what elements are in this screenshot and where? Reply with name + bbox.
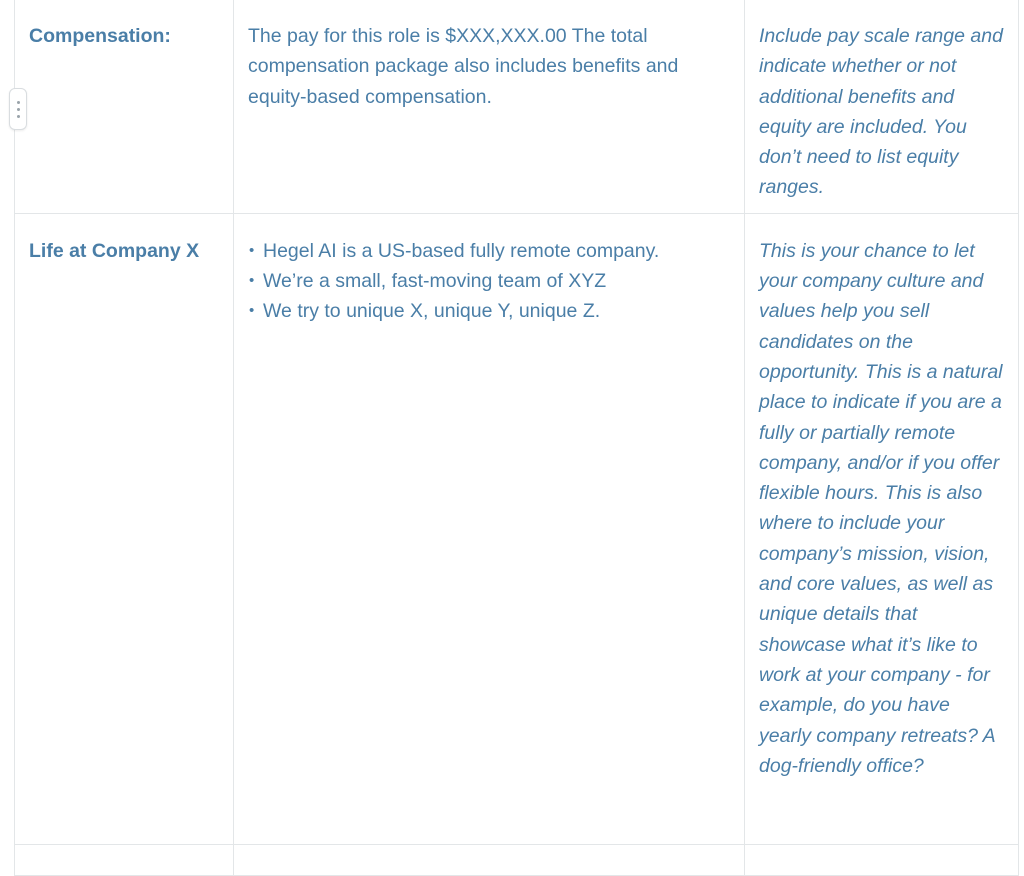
template-table	[14, 0, 1019, 876]
row-label-cell[interactable]	[15, 844, 234, 875]
row-guidance-text: Include pay scale range and indicate whether or not additional benefits and equity are included. You don’t need to list equity ranges.	[759, 25, 1003, 199]
list-item-text: We try to unique X, unique Y, unique Z.	[263, 300, 601, 323]
row-label-cell[interactable]	[15, 213, 234, 844]
drag-dot	[17, 108, 20, 111]
list-item-text: We’re a small, fast-moving team of XYZ	[263, 270, 607, 293]
drag-dot	[17, 101, 20, 104]
list-item	[248, 236, 730, 266]
table-row-compensation	[15, 0, 1019, 213]
bullet-icon: •	[249, 241, 255, 259]
list-item	[248, 266, 730, 296]
bullet-icon: •	[249, 272, 255, 290]
bullet-list	[248, 236, 730, 327]
row-guidance-cell[interactable]	[745, 844, 1019, 875]
row-label-cell[interactable]	[15, 0, 234, 213]
job-description-table	[14, 0, 1018, 876]
row-guidance-cell[interactable]	[745, 213, 1019, 844]
list-item	[248, 296, 730, 326]
row-content-cell[interactable]	[234, 844, 745, 875]
row-guidance-text: This is your chance to let your company culture and values help you sell candidates on the opportunity. This is a natural place to indicate if you are a fully or partially remote company, and/or if you offer flexible hours. This is also where to include your company’s mission, vision, and core values, as well as unique details that showcase what it’s like to work at your company - for example, do you have yearly company retreats? A dog-friendly office?	[759, 239, 1003, 777]
table-row-next	[15, 844, 1019, 875]
row-content-text: The pay for this role is $XXX,XXX.00 The total compensation package also includes benefits and equity-based compensation.	[248, 25, 679, 108]
row-label: Compensation:	[29, 25, 171, 47]
row-guidance-cell[interactable]	[745, 0, 1019, 213]
row-label: Life at Company X	[29, 239, 200, 262]
list-item-text: Hegel AI is a US-based fully remote company.	[263, 239, 660, 262]
drag-handle-icon[interactable]	[9, 88, 27, 130]
drag-dot	[17, 115, 20, 118]
row-content-cell[interactable]	[234, 213, 745, 844]
row-content-cell[interactable]	[234, 0, 745, 213]
table-row-life-at-company	[15, 213, 1019, 844]
bullet-icon: •	[249, 302, 255, 320]
